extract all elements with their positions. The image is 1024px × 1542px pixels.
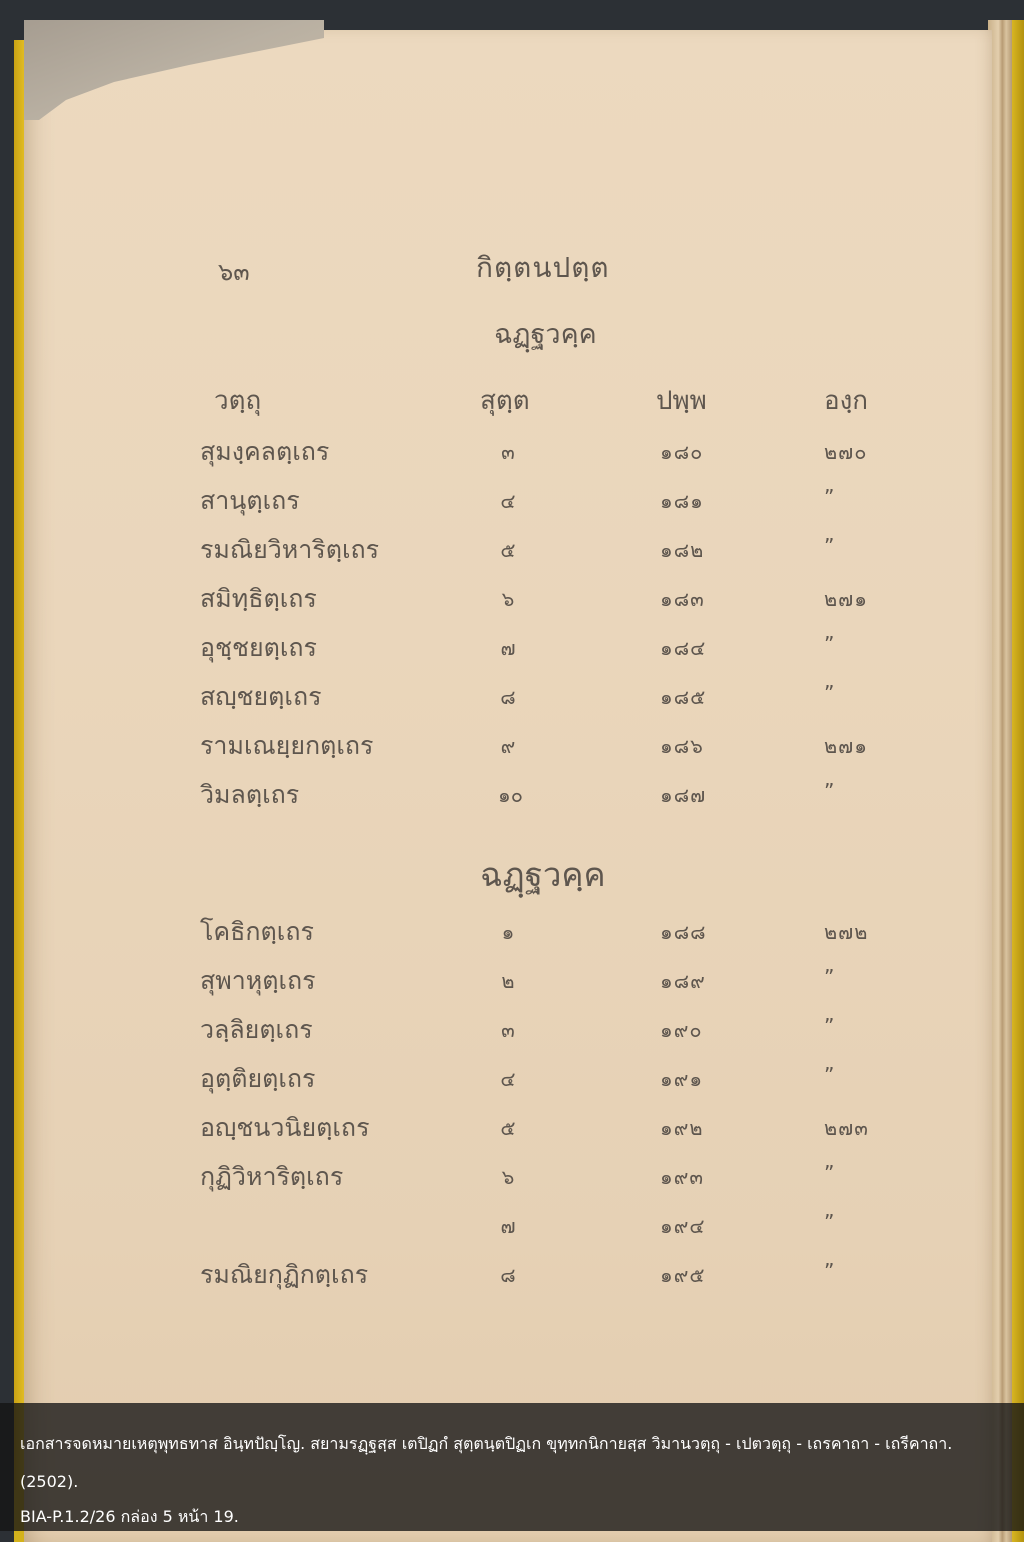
entry-pabba: ๑๘๐ bbox=[660, 440, 704, 464]
table-row bbox=[24, 530, 992, 570]
entry-sutta: ๘ bbox=[500, 1263, 516, 1287]
entry-anga: ” bbox=[824, 1014, 836, 1038]
column-header-name: วตฺถุ bbox=[214, 386, 262, 416]
entry-name: สานุตฺเถร bbox=[200, 486, 300, 515]
column-header-sutta: สุตฺต bbox=[480, 386, 530, 416]
entry-name: อุตฺติยตฺเถร bbox=[200, 1064, 316, 1093]
table-row bbox=[24, 961, 992, 1001]
entry-name: อญฺชนวนิยตฺเถร bbox=[200, 1113, 370, 1142]
entry-name: รมณิยกุฏิกตฺเถร bbox=[200, 1260, 369, 1289]
entry-pabba: ๑๘๓ bbox=[660, 587, 705, 611]
entry-sutta: ๕ bbox=[500, 538, 516, 562]
entry-anga: ๒๗๒ bbox=[824, 920, 869, 944]
entry-pabba: ๑๙๐ bbox=[660, 1018, 703, 1042]
entry-anga: ๒๗๓ bbox=[824, 1116, 869, 1140]
entry-anga: ” bbox=[824, 632, 836, 656]
archive-caption-bar bbox=[0, 1403, 1024, 1531]
table-row bbox=[24, 628, 992, 668]
table-row bbox=[24, 432, 992, 472]
entry-anga: ” bbox=[824, 1210, 836, 1234]
section-heading: ฉฏฺฐวคฺค bbox=[494, 319, 597, 350]
entry-name: วลฺลิยตฺเถร bbox=[200, 1015, 313, 1044]
entry-sutta: ๔ bbox=[500, 489, 516, 513]
entry-sutta: ๗ bbox=[500, 636, 516, 660]
entry-name: กุฏิวิหาริตฺเถร bbox=[200, 1162, 344, 1191]
entry-name: รมณิยวิหาริตฺเถร bbox=[200, 535, 380, 564]
entry-pabba: ๑๙๒ bbox=[660, 1116, 704, 1140]
entry-anga: ๒๗๑ bbox=[824, 587, 868, 611]
running-title: กิตฺตนปตฺต bbox=[476, 251, 610, 284]
entry-sutta: ๖ bbox=[501, 1165, 515, 1189]
table-row bbox=[24, 775, 992, 815]
page-text-area bbox=[24, 30, 992, 1542]
table-row bbox=[24, 1010, 992, 1050]
entry-name: รามเณยฺยกตฺเถร bbox=[200, 731, 374, 760]
entry-name: อุชฺชยตฺเถร bbox=[200, 633, 317, 662]
section-heading: ฉฏฺฐวคฺค bbox=[480, 855, 606, 894]
table-row bbox=[24, 1255, 992, 1295]
entry-anga: ” bbox=[824, 534, 836, 558]
entry-pabba: ๑๙๑ bbox=[660, 1067, 704, 1091]
entry-name: สมิทฺธิตฺเถร bbox=[200, 584, 317, 613]
entry-anga: ” bbox=[824, 1259, 836, 1283]
entry-anga: ” bbox=[824, 1063, 836, 1087]
entry-sutta: ๖ bbox=[501, 587, 515, 611]
entry-pabba: ๑๘๙ bbox=[660, 969, 706, 993]
entry-pabba: ๑๘๖ bbox=[660, 734, 704, 758]
entry-anga: ๒๗๐ bbox=[824, 440, 868, 464]
table-row bbox=[24, 579, 992, 619]
entry-pabba: ๑๘๕ bbox=[660, 685, 707, 709]
entry-pabba: ๑๘๑ bbox=[660, 489, 704, 513]
entry-sutta: ๙ bbox=[500, 734, 516, 758]
entry-pabba: ๑๙๔ bbox=[660, 1214, 706, 1238]
entry-sutta: ๓ bbox=[501, 1018, 515, 1042]
entry-sutta: ๕ bbox=[500, 1116, 516, 1140]
entry-pabba: ๑๘๗ bbox=[660, 783, 707, 807]
entry-anga: ” bbox=[824, 965, 836, 989]
entry-anga: ” bbox=[824, 485, 836, 509]
caption-reference-code: BIA-P.1.2/26 กล่อง 5 หน้า 19. bbox=[20, 1507, 239, 1526]
entry-name: สุมงฺคลตฺเถร bbox=[200, 437, 330, 466]
entry-sutta: ๘ bbox=[500, 685, 516, 709]
entry-pabba: ๑๘๘ bbox=[660, 920, 707, 944]
document-page bbox=[24, 30, 992, 1542]
table-row bbox=[24, 481, 992, 521]
entry-name: สญฺชยตฺเถร bbox=[200, 682, 322, 711]
caption-citation: เอกสารจดหมายเหตุพุทธทาส อินฺทปัญฺโญ. สยามรฏฺฐสฺส เตปิฏกํ สุตฺตนฺตปิฏเก ขุทฺทกนิกายสฺส วิมานวตฺถุ - เปตวตฺถุ - เถรคาถา - เถรีคาถา. (2502). bbox=[20, 1434, 953, 1491]
table-row bbox=[24, 677, 992, 717]
entry-anga: ” bbox=[824, 681, 836, 705]
entry-sutta: ๒ bbox=[501, 969, 515, 993]
entry-sutta: ๑ bbox=[501, 920, 515, 944]
table-row bbox=[24, 1206, 992, 1246]
column-header-pabba: ปพฺพ bbox=[656, 386, 707, 416]
book-cover-right-edge bbox=[1012, 20, 1024, 1542]
entry-name: วิมลตฺเถร bbox=[200, 780, 300, 809]
entry-name: โคธิกตฺเถร bbox=[200, 917, 314, 946]
entry-anga: ๒๗๑ bbox=[824, 734, 868, 758]
entry-name: สุพาหุตฺเถร bbox=[200, 966, 316, 995]
table-row bbox=[24, 1157, 992, 1197]
table-row bbox=[24, 1059, 992, 1099]
table-row bbox=[24, 726, 992, 766]
entry-pabba: ๑๙๕ bbox=[660, 1263, 706, 1287]
table-row bbox=[24, 1108, 992, 1148]
table-row bbox=[24, 912, 992, 952]
entry-sutta: ๓ bbox=[501, 440, 515, 464]
entry-pabba: ๑๙๓ bbox=[660, 1165, 705, 1189]
entry-pabba: ๑๘๒ bbox=[660, 538, 705, 562]
entry-anga: ” bbox=[824, 1161, 836, 1185]
entry-sutta: ๗ bbox=[500, 1214, 516, 1238]
entry-pabba: ๑๘๔ bbox=[660, 636, 707, 660]
entry-sutta: ๔ bbox=[500, 1067, 516, 1091]
column-header-anga: องฺก bbox=[824, 386, 869, 416]
entry-sutta: ๑๐ bbox=[498, 783, 523, 807]
entry-anga: ” bbox=[824, 779, 836, 803]
page-number: ๖๓ bbox=[218, 258, 250, 286]
